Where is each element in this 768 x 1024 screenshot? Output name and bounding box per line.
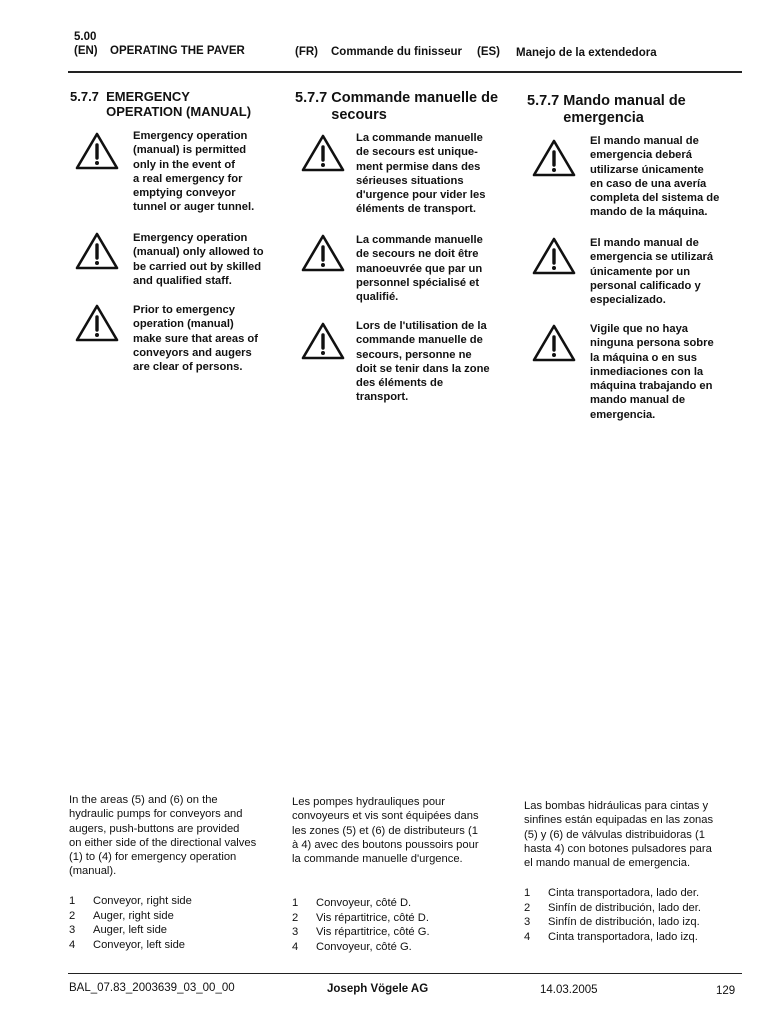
fr-warning-1: La commande manuelle de secours est unique- ment permise dans des sérieuses situations d'urgence pour vider les éléments de transport. [356, 132, 486, 216]
warning-triangle-icon [301, 321, 345, 361]
list-item: 2 Vis répartitrice, côté D. [292, 911, 429, 924]
fr-warning-2: La commande manuelle de secours ne doit être manoeuvrée que par un personnel spécialisé et qualifié. [356, 234, 483, 304]
list-item: 3 Sinfín de distribución, lado izq. [524, 916, 700, 928]
es-language-tag: (ES) [477, 46, 500, 58]
list-item: 2 Sinfín de distribución, lado der. [524, 901, 701, 914]
es-chapter-title: Manejo de la extendedora [516, 47, 657, 59]
warning-triangle-icon [301, 233, 345, 273]
warning-triangle-icon [532, 236, 576, 276]
es-intro-paragraph: Las bombas hidráulicas para cintas y sinfines están equipadas en las zonas (5) y (6) de válvulas distribuidoras (1 hasta 4) con botones pulsadores para el mando manual de emergencia. [524, 800, 714, 870]
en-chapter-title: OPERATING THE PAVER [110, 45, 245, 57]
fr-chapter-title: Commande du finisseur [331, 46, 462, 58]
en-intro-paragraph: In the areas (5) and (6) on the hydraulic pumps for conveyors and augers, push-buttons are provided on either side of the directional valves (1) to (4) for emergency operation (manual). [69, 794, 257, 878]
list-item: 3 Vis répartitrice, côté G. [292, 926, 430, 938]
es-warning-2: El mando manual de emergencia se utilizará únicamente por un personal calificado y especializado. [590, 237, 714, 307]
en-warning-3: Prior to emergency operation (manual) make sure that areas of conveyors and augers are clear of persons. [133, 304, 258, 374]
en-warning-2: Emergency operation (manual) only allowed to be carried out by skilled and qualified staff. [133, 232, 264, 287]
list-item: 3 Auger, left side [69, 924, 168, 936]
es-section-title: 5.7.7 Mando manual de emergencia [527, 93, 686, 126]
list-item: 2 Auger, right side [69, 909, 174, 922]
fr-parts-list [292, 896, 430, 954]
page-ref: 5.00 [74, 31, 97, 43]
list-item: 4 Convoyeur, côté G. [292, 940, 412, 953]
fr-section-title: 5.7.7 Commande manuelle de secours [295, 90, 499, 123]
warning-triangle-icon [532, 323, 576, 363]
fr-intro-paragraph: Les pompes hydrauliques pour convoyeurs et vis sont équipées dans les zones (5) et (6) de distributeurs (1 à 4) avec des boutons poussoirs pour la commande manuelle d'urgence. [292, 796, 479, 866]
en-parts-list [69, 894, 192, 952]
list-item: 4 Cinta transportadora, lado izq. [524, 930, 698, 943]
warning-triangle-icon [75, 303, 119, 343]
footer-doc-id: BAL_07.83_2003639_03_00_00 [69, 982, 235, 994]
list-item: 1 Conveyor, right side [69, 895, 192, 907]
es-parts-list [524, 886, 701, 944]
list-item: 4 Conveyor, left side [69, 938, 186, 951]
fr-language-tag: (FR) [295, 46, 318, 58]
warning-triangle-icon [301, 133, 345, 173]
warning-triangle-icon [75, 131, 119, 171]
footer-page-number: 129 [716, 985, 736, 997]
warning-triangle-icon [532, 138, 576, 178]
warning-triangle-icon [75, 231, 119, 271]
footer-rule [68, 973, 742, 974]
header-rule [68, 71, 742, 73]
list-item: 1 Convoyeur, côté D. [292, 897, 412, 909]
list-item: 1 Cinta transportadora, lado der. [524, 887, 700, 899]
footer-date: 14.03.2005 [540, 984, 598, 996]
en-language-tag: (EN) [74, 45, 98, 57]
en-warning-1: Emergency operation (manual) is permitted only in the event of a real emergency for emptying conveyor tunnel or auger tunnel. [133, 130, 255, 214]
footer-company: Joseph Vögele AG [327, 983, 429, 995]
es-warning-3: Vigile que no haya ninguna persona sobre la máquina o en sus inmediaciones con la máquina trabajando en mando manual de emergencia. [590, 323, 714, 421]
fr-warning-3: Lors de l'utilisation de la commande manuelle de secours, personne ne doit se tenir dans la zone des éléments de transport. [356, 320, 490, 404]
en-section-title: 5.7.7 EMERGENCY OPERATION (MANUAL) [70, 89, 252, 119]
es-warning-1: El mando manual de emergencia deberá utilizarse únicamente en caso de una avería completa del sistema de mando de la máquina. [590, 135, 720, 219]
